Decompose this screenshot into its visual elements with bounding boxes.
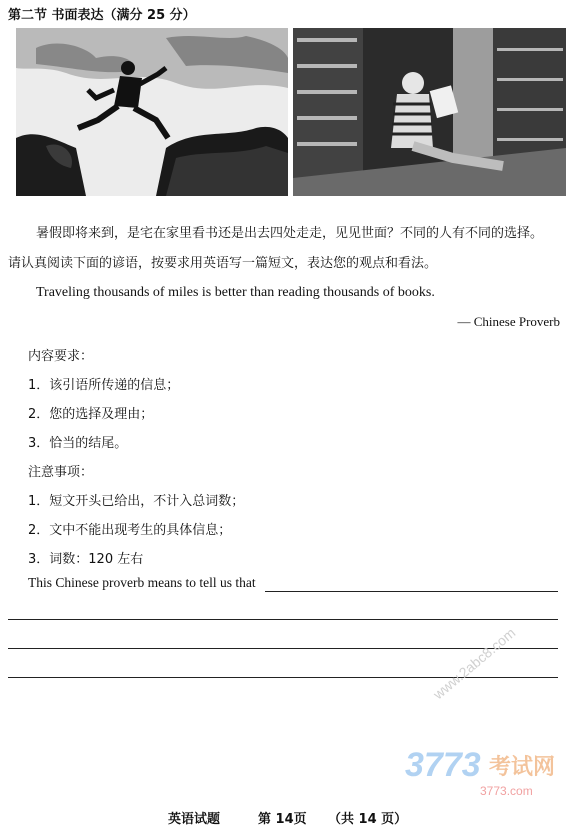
footer-page-number: 第 14页 xyxy=(258,812,307,827)
footer-subject: 英语试题 xyxy=(168,812,221,827)
requirement-item-1: 1．该引语所传递的信息； xyxy=(28,378,180,393)
note-item-3: 3．词数：120 左右 xyxy=(28,552,144,567)
svg-text:3773: 3773 xyxy=(405,746,481,784)
requirement-item-2: 2．您的选择及理由； xyxy=(28,407,154,422)
answer-start-text: This Chinese proverb means to tell us that xyxy=(28,575,256,590)
section-title: 第二节 书面表达（满分 25 分） xyxy=(8,8,196,23)
note-item-1: 1．短文开头已给出，不计入总词数； xyxy=(28,494,245,509)
answer-line-3[interactable] xyxy=(8,648,558,649)
intro-line-2: 请认真阅读下面的谚语，按要求用英语写一篇短文，表达您的观点和看法。 xyxy=(8,256,438,271)
svg-text:考试网: 考试网 xyxy=(489,755,556,780)
answer-line-2[interactable] xyxy=(8,619,558,620)
note-item-2: 2．文中不能出现考生的具体信息； xyxy=(28,523,232,538)
site-logo xyxy=(405,744,565,784)
requirement-item-3: 3．恰当的结尾。 xyxy=(28,436,128,451)
answer-line-4[interactable] xyxy=(8,677,558,678)
answer-line-1[interactable] xyxy=(265,591,558,592)
library-photo xyxy=(293,28,566,196)
site-url-watermark: 3773.com xyxy=(480,784,533,798)
proverb-attribution: — Chinese Proverb xyxy=(457,314,560,329)
notes-heading: 注意事项： xyxy=(28,465,94,480)
jumping-photo xyxy=(16,28,288,196)
content-requirements-heading: 内容要求： xyxy=(28,349,94,364)
proverb-text: Traveling thousands of miles is better than reading thousands of books. xyxy=(36,285,435,300)
intro-line-1: 暑假即将来到，是宅在家里看书还是出去四处走走，见见世面？不同的人有不同的选择。 xyxy=(36,226,544,241)
side-url-watermark: www.2abc8.com xyxy=(430,624,519,703)
footer-total-pages: （共 14 页） xyxy=(328,812,408,827)
